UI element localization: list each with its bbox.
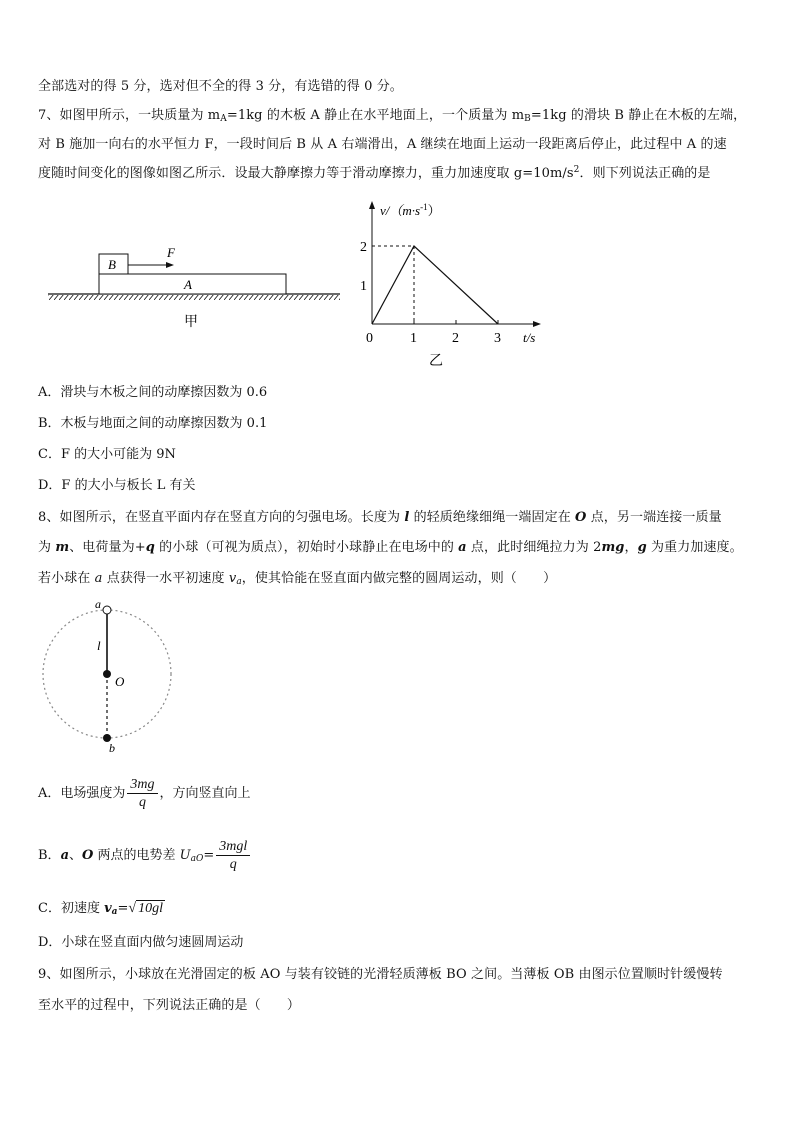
q7-option-c: C．F 的大小可能为 9N [38,447,176,462]
q8-optB-o: O [82,848,94,863]
q7-line1-part-b: =1kg 的木板 A 静止在水平地面上，一个质量为 m [226,108,525,123]
force-arrowhead [166,262,174,268]
q8-optC-radicand: 10gl [138,901,163,916]
q8-circle-figure [36,596,176,756]
q9-line-2: 至水平的过程中，下列说法正确的是（ ） [38,998,301,1013]
force-label: F [167,245,175,260]
q8-optC-prefix: C．初速度 [38,901,105,916]
x-axis-label: t/s [523,330,536,345]
q8-mg-symbol: mg [601,540,625,555]
q8-optC-v: v [104,901,112,916]
q7-figure-jia [44,240,344,330]
q8-line2-part-d: 点，此时细绳拉力为 2 [466,540,602,555]
ball-at-a [103,606,111,614]
q8-mass-symbol: m [55,540,70,555]
ground-hatch [48,295,340,300]
q8-line2-part-b: 、电荷量为+ [69,540,146,555]
q8-line1-part-b: 的轻质绝缘细绳一端固定在 [409,510,576,525]
q8-velocity-symbol: v [228,571,237,586]
q7-line1-part-c: =1kg 的滑块 B 静止在木板的左端， [530,108,747,123]
q7-option-d: D．F 的大小与板长 L 有关 [38,478,196,493]
q8-line-2 [38,540,743,556]
label-o: O [115,674,125,689]
q8-optB-a: a [60,848,69,863]
q8-line1-part-c: 点，另一端连接一质量 [586,510,722,525]
q8-line3-part-a: 若小球在 [38,571,95,586]
q8-line2-part-c: 的小球（可视为质点），初始时小球静止在电场中的 [154,540,459,555]
q8-point-o-symbol: O [575,510,587,525]
q8-length-symbol: l [404,510,410,525]
q8-optB-u: U [179,848,191,863]
q8-optA-prefix: A．电场强度为 [38,786,126,801]
q7-line-2: 对 B 施加一向右的水平恒力 F，一段时间后 B 从 A 右端滑出，A 继续在地面上运动一段距离后停止，此过程中 A 的速 [38,137,727,152]
q8-line-1 [38,510,722,526]
q7-mass-a-subscript: A [220,114,227,124]
q8-line3-point-a: a [94,571,103,586]
y-tick-label: 1 [360,279,367,294]
q8-charge-symbol: q [145,540,155,555]
q8-optB-fraction [216,838,250,873]
q7-line-1 [38,108,746,124]
q8-velocity-subscript: a [236,577,242,587]
q7-line-3 [38,166,711,182]
q7-line1-part-a: 7、如图甲所示，一块质量为 m [38,108,221,123]
q8-line2-part-e: ， [624,540,638,555]
label-b: b [109,741,115,755]
block-b-label: B [108,257,116,272]
q8-line2-part-f: 为重力加速度。 [646,540,743,555]
q8-optA-denominator: q [138,795,146,810]
x-tick-label: 0 [366,331,373,346]
board-a-label: A [184,277,192,292]
q8-g-symbol: g [637,540,647,555]
x-axis-arrowhead [533,321,541,327]
q8-option-d: D．小球在竖直面内做匀速圆周运动 [38,935,244,950]
label-a: a [95,597,101,611]
q8-optC-v-subscript: a [111,907,118,917]
velocity-series-line [372,246,498,324]
y-axis-label: $v/(m\cdot s^{-1})$ [380,202,441,218]
q7-mass-b-subscript: B [524,114,531,124]
q8-optA-numerator: 3mg [127,776,157,794]
q7-unit-superscript: 2 [573,165,580,175]
q8-point-a-symbol: a [458,540,467,555]
label-l: l [97,638,101,653]
figure-jia-caption: 甲 [184,315,198,330]
q8-optC-sqrt: √ 10gl [128,901,163,916]
q8-option-a [38,776,251,811]
q8-optB-equals: = [203,848,215,863]
q8-optB-u-subscript: aO [190,854,204,864]
q8-optC-equals: = [117,901,129,916]
intro-line: 全部选对的得 5 分，选对但不全的得 3 分，有选错的得 0 分。 [38,79,403,94]
y-axis-arrowhead [369,201,375,209]
q8-optB-text: 两点的电势差 [93,848,180,863]
q8-line1-part-a: 8、如图所示，在竖直平面内存在竖直方向的匀强电场。长度为 [38,510,405,525]
q8-line3-part-c: ，使其恰能在竖直面内做完整的圆周运动，则（ ） [241,571,557,586]
q8-line3-part-b: 点获得一水平初速度 [102,571,229,586]
q8-line2-part-a: 为 [38,540,56,555]
board-a [99,274,286,294]
q9-line-1: 9、如图所示，小球放在光滑固定的板 AO 与装有铰链的光滑轻质薄板 BO 之间。当薄板 OB 由图示位置顺时针缓慢转 [38,967,723,982]
x-tick-label: 3 [494,331,501,346]
x-tick-label: 1 [410,331,417,346]
figure-yi-caption: 乙 [429,354,443,369]
q7-line3-part-b: ．则下列说法正确的是 [579,166,711,181]
q8-option-c [38,900,165,917]
q7-line3-part-a: 度随时间变化的图像如图乙所示．设最大静摩擦力等于滑动摩擦力，重力加速度取 g=10m/s [38,166,574,181]
y-tick-label: 2 [360,240,367,255]
q8-optA-fraction [127,776,157,811]
q8-optB-prefix: B． [38,848,61,863]
x-tick-label: 2 [452,331,459,346]
q8-line-3 [38,571,556,587]
q8-option-b [38,838,252,873]
q8-optB-denominator: q [229,857,237,872]
q8-optB-sep: 、 [69,848,83,863]
q7-option-b: B．木板与地面之间的动摩擦因数为 0.1 [38,416,268,431]
center-point-o [103,670,111,678]
q7-option-a: A．滑块与木板之间的动摩擦因数为 0.6 [38,385,268,400]
q8-optB-numerator: 3mgl [216,838,250,856]
q8-optA-suffix: ，方向竖直向上 [159,786,251,801]
q7-figure-yi-vt-graph [355,195,555,370]
